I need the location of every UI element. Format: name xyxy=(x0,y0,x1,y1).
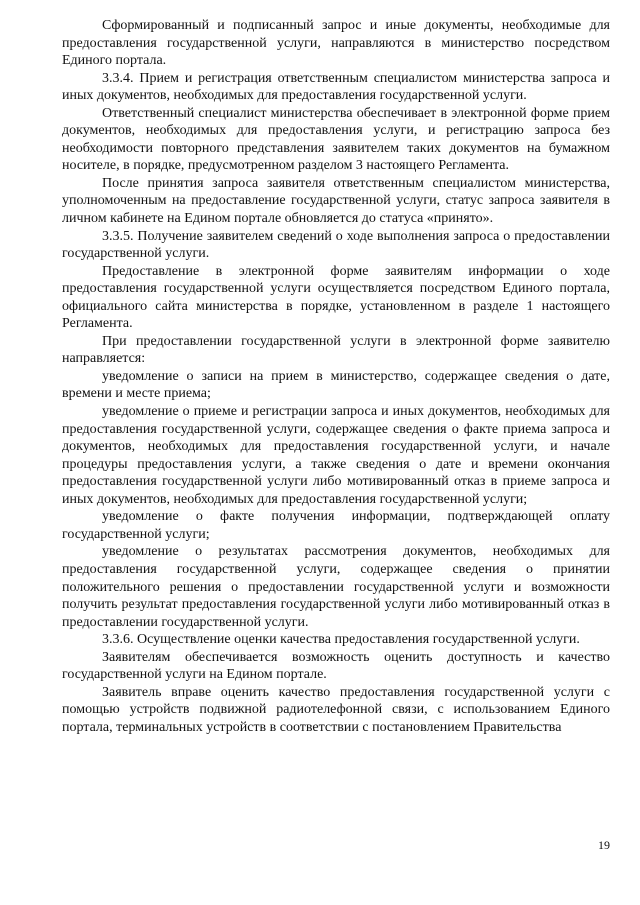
list-item: уведомление о записи на прием в министерство, содержащее сведения о дате, времени и месте приема; xyxy=(62,368,610,402)
section-heading-3-3-4: 3.3.4. Прием и регистрация ответственным специалистом министерства запроса и иных документов, необходимых для предоставления государственной услуги. xyxy=(62,70,610,104)
paragraph: Заявителям обеспечивается возможность оценить доступность и качество государственной услуги на Едином портале. xyxy=(62,649,610,683)
paragraph: Предоставление в электронной форме заявителям информации о ходе предоставления государственной услуги осуществляется посредством Единого портала, официального сайта министерства в порядке, установленном в разделе 1 настоящего Регламента. xyxy=(62,263,610,332)
paragraph: Заявитель вправе оценить качество предоставления государственной услуги с помощью устройств подвижной радиотелефонной связи, с использованием Единого портала, терминальных устройств в соответствии с постановлением Правительства xyxy=(62,684,610,735)
section-heading-3-3-6: 3.3.6. Осуществление оценки качества предоставления государственной услуги. xyxy=(102,632,580,648)
page-number: 19 xyxy=(598,838,610,852)
section-heading-3-3-5: 3.3.5. Получение заявителем сведений о ходе выполнения запроса о предоставлении государственной услуги. xyxy=(62,228,610,262)
document-page xyxy=(62,17,610,736)
paragraph: Сформированный и подписанный запрос и иные документы, необходимые для предоставления государственной услуги, направляются в министерство посредством Единого портала. xyxy=(62,18,610,69)
paragraph: Ответственный специалист министерства обеспечивает в электронной форме прием документов, необходимых для предоставления услуги, и регистрацию запроса без необходимости повторного представления заявителем таких документов на бумажном носителе, в порядке, предусмотренном разделом 3 настоящего Регламента. xyxy=(62,105,610,174)
paragraph: После принятия запроса заявителя ответственным специалистом министерства, уполномоченным на предоставление государственной услуги, статус запроса заявителя в личном кабинете на Едином портале обновляется до статуса «принято». xyxy=(62,175,610,227)
list-item: уведомление о факте получения информации, подтверждающей оплату государственной услуги; xyxy=(62,509,610,542)
list-item: уведомление о результатах рассмотрения документов, необходимых для предоставления государственной услуги, содержащее сведения о принятии положительного решения о предоставлении государственной услуги и возможности получить результат предоставления государственной услуги либо мотивированный отказ в предоставлении государственной услуги. xyxy=(62,544,610,630)
paragraph: При предоставлении государственной услуги в электронной форме заявителю направляется: xyxy=(62,333,610,367)
list-item: уведомление о приеме и регистрации запроса и иных документов, необходимых для предоставления государственной услуги, содержащее сведения о факте приема запроса и документов, необходимых для предоставления государственной услуги, и начале процедуры предоставления услуги, а также сведения о дате и времени окончания предоставления государственной услуги либо мотивированный отказ в приеме запроса и иных документов, необходимых для предоставления государственной услуги; xyxy=(62,404,610,507)
